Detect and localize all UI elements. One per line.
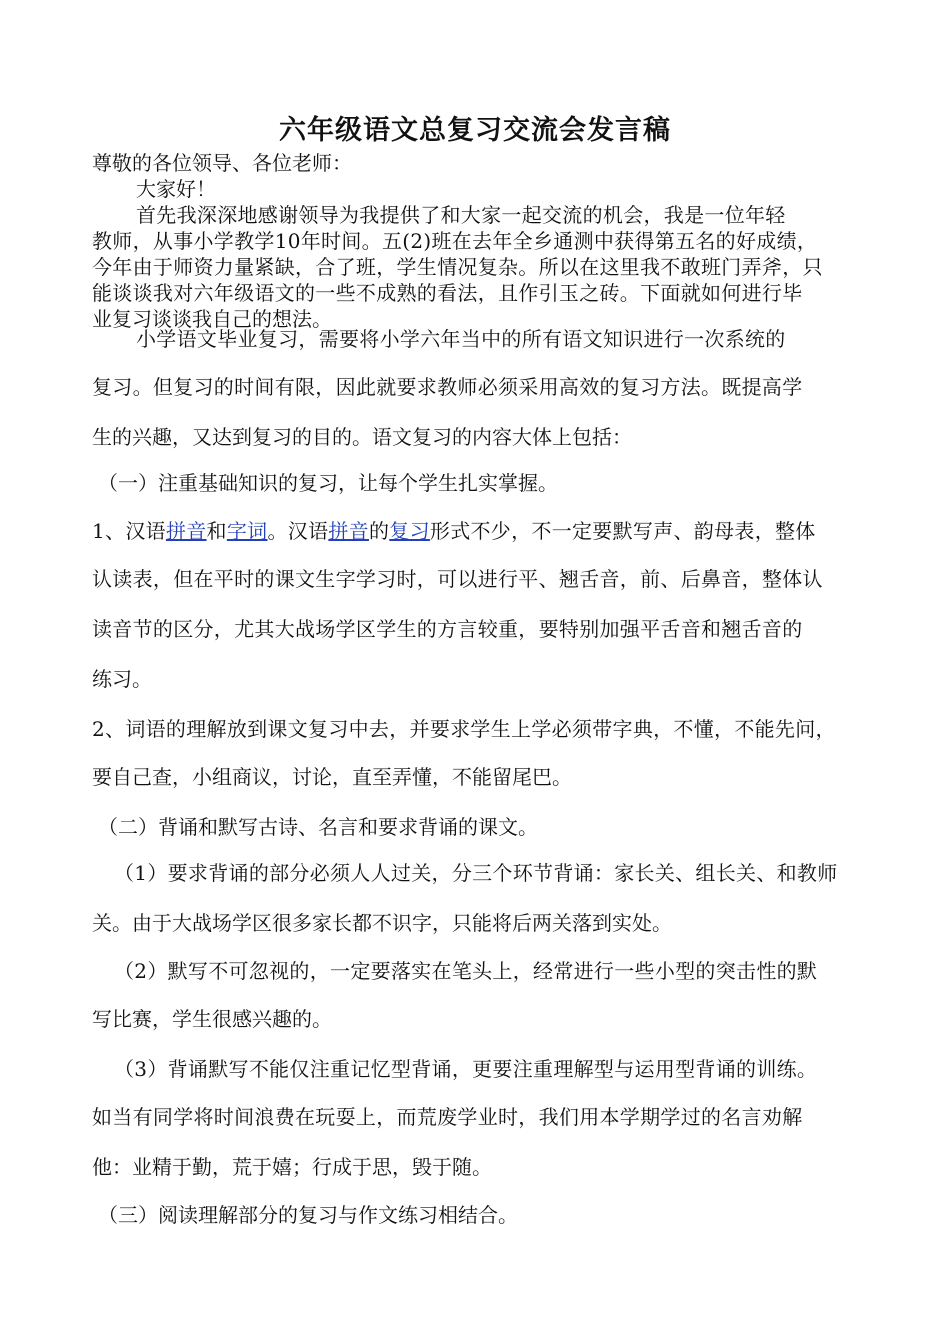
sub-item-1-line: 关。由于大战场学区很多家长都不识字，只能将后两关落到实处。 — [92, 911, 672, 935]
paragraph-1-line: 业复习谈谈我自己的想法。 — [92, 307, 332, 331]
sub-item-2-line: 写比赛，学生很感兴趣的。 — [92, 1007, 332, 1031]
document-title: 六年级语文总复习交流会发言稿 — [279, 115, 671, 146]
sub-item-1-line: （1）要求背诵的部分必须人人过关，分三个环节背诵：家长关、组长关、和教师 — [114, 861, 838, 885]
paragraph-1-line: 首先我深深地感谢领导为我提供了和大家一起交流的机会，我是一位年轻 — [136, 203, 786, 227]
item-1-prefix: 1、汉语 — [92, 519, 166, 543]
item-1-de: 的 — [368, 519, 390, 543]
item-1-rest: 形式不少，不一定要默写声、韵母表，整体 — [429, 519, 816, 543]
item-1-line: 练习。 — [92, 667, 152, 691]
greeting: 大家好！ — [136, 177, 216, 201]
item-1-first-line — [92, 518, 816, 544]
sub-item-3-line: 他：业精于勤，荒于嬉；行成于思，毁于随。 — [92, 1155, 492, 1179]
item-2-line: 要自己查，小组商议，讨论，直至弄懂，不能留尾巴。 — [92, 765, 572, 789]
salutation: 尊敬的各位领导、各位老师： — [92, 151, 352, 175]
item-2-line: 2、词语的理解放到课文复习中去，并要求学生上学必须带字典，不懂，不能先问， — [92, 717, 836, 741]
pinyin-link-2[interactable]: 拼音 — [328, 519, 369, 543]
section-heading-3: （三）阅读理解部分的复习与作文练习相结合。 — [98, 1203, 518, 1227]
item-1-and: 和 — [206, 519, 227, 543]
pinyin-link[interactable]: 拼音 — [165, 519, 207, 543]
item-1-line: 认读表，但在平时的课文生字学习时，可以进行平、翘舌音，前、后鼻音，整体认 — [92, 567, 823, 591]
sub-item-3-line: 如当有同学将时间浪费在玩耍上，而荒废学业时，我们用本学期学过的名言劝解 — [92, 1105, 803, 1129]
paragraph-1-line: 今年由于师资力量紧缺，合了班，学生情况复杂。所以在这里我不敢班门弄斧，只 — [92, 255, 823, 279]
paragraph-2-line: 生的兴趣，又达到复习的目的。语文复习的内容大体上包括： — [92, 425, 632, 449]
section-heading-1: （一）注重基础知识的复习，让每个学生扎实掌握。 — [98, 471, 558, 495]
paragraph-2-line: 复习。但复习的时间有限，因此就要求教师必须采用高效的复习方法。既提高学 — [92, 375, 803, 399]
item-1-mid: 。汉语 — [267, 519, 329, 543]
section-heading-2: （二）背诵和默写古诗、名言和要求背诵的课文。 — [98, 815, 538, 839]
paragraph-1-line: 教师，从事小学教学10年时间。五(2)班在去年全乡通测中获得第五名的好成绩， — [92, 229, 818, 253]
fuxi-link[interactable]: 复习 — [389, 519, 430, 543]
paragraph-1-line: 能谈谈我对六年级语文的一些不成熟的看法，且作引玉之砖。下面就如何进行毕 — [92, 281, 803, 305]
sub-item-3-line: （3）背诵默写不能仅注重记忆型背诵，更要注重理解型与运用型背诵的训练。 — [114, 1057, 818, 1081]
ciyu-link[interactable]: 字词 — [226, 519, 268, 543]
sub-item-2-line: （2）默写不可忽视的，一定要落实在笔头上，经常进行一些小型的突击性的默 — [114, 959, 818, 983]
item-1-line: 读音节的区分，尤其大战场学区学生的方言较重，要特别加强平舌音和翘舌音的 — [92, 617, 803, 641]
paragraph-2-line: 小学语文毕业复习，需要将小学六年当中的所有语文知识进行一次系统的 — [136, 327, 786, 351]
